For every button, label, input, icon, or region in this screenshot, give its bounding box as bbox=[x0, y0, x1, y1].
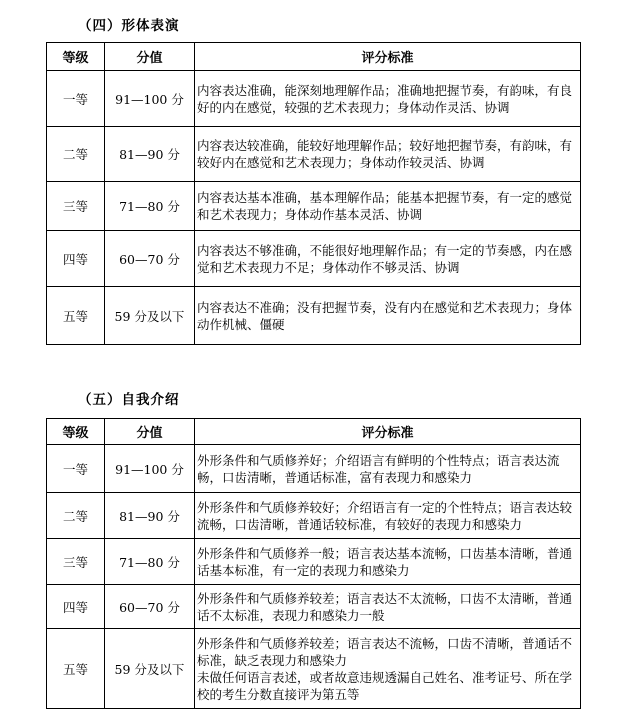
table-header-row bbox=[47, 419, 581, 445]
criteria-cell: 外形条件和气质修养好；介绍语言有鲜明的个性特点；语言表达流畅，口齿清晰，普通话标准，富有表现力和感染力 bbox=[195, 445, 581, 493]
table-row bbox=[47, 182, 581, 231]
criteria-text: 外形条件和气质修养较差；语言表达不流畅，口齿不清晰，普通话不标准，缺乏表现力和感染力 bbox=[197, 635, 573, 668]
score-cell: 81—90 分 bbox=[105, 127, 195, 182]
grade-cell: 四等 bbox=[47, 585, 105, 629]
table-row bbox=[47, 71, 581, 127]
header-grade: 等级 bbox=[47, 419, 105, 445]
header-score: 分值 bbox=[105, 419, 195, 445]
table-row bbox=[47, 539, 581, 585]
score-cell: 59 分及以下 bbox=[105, 287, 195, 345]
table-row bbox=[47, 585, 581, 629]
score-cell: 71—80 分 bbox=[105, 182, 195, 231]
grade-cell: 五等 bbox=[47, 287, 105, 345]
header-grade: 等级 bbox=[47, 43, 105, 71]
header-criteria: 评分标准 bbox=[195, 419, 581, 445]
table-row bbox=[47, 445, 581, 493]
criteria-cell: 外形条件和气质修养较好；介绍语言有一定的个性特点；语言表达较流畅，口齿清晰，普通话较标准，有较好的表现力和感染力 bbox=[195, 493, 581, 539]
grade-cell: 二等 bbox=[47, 127, 105, 182]
score-cell: 71—80 分 bbox=[105, 539, 195, 585]
score-cell: 91—100 分 bbox=[105, 71, 195, 127]
criteria-cell: 内容表达基本准确，基本理解作品；能基本把握节奏，有一定的感觉和艺术表现力；身体动作基本灵活、协调 bbox=[195, 182, 581, 231]
section5-title: （五）自我介绍 bbox=[78, 392, 180, 408]
table-row bbox=[47, 629, 581, 709]
criteria-cell: 外形条件和气质修养较差；语言表达不太流畅，口齿不太清晰，普通话不太标准，表现力和感染力一般 bbox=[195, 585, 581, 629]
score-cell: 60—70 分 bbox=[105, 585, 195, 629]
table-row bbox=[47, 287, 581, 345]
grade-cell: 二等 bbox=[47, 493, 105, 539]
criteria-cell bbox=[195, 629, 581, 709]
header-criteria: 评分标准 bbox=[195, 43, 581, 71]
table-row bbox=[47, 231, 581, 287]
score-cell: 91—100 分 bbox=[105, 445, 195, 493]
header-score: 分值 bbox=[105, 43, 195, 71]
table-header-row bbox=[47, 43, 581, 71]
table-row bbox=[47, 127, 581, 182]
section4-table bbox=[46, 42, 581, 345]
table-row bbox=[47, 493, 581, 539]
grade-cell: 四等 bbox=[47, 231, 105, 287]
section4-title: （四）形体表演 bbox=[78, 18, 180, 34]
grade-cell: 五等 bbox=[47, 629, 105, 709]
score-cell: 59 分及以下 bbox=[105, 629, 195, 709]
criteria-cell: 内容表达准确，能深刻地理解作品；准确地把握节奏，有韵味，有良好的内在感觉，较强的艺术表现力；身体动作灵活、协调 bbox=[195, 71, 581, 127]
grade-cell: 三等 bbox=[47, 539, 105, 585]
criteria-cell: 内容表达不准确；没有把握节奏，没有内在感觉和艺术表现力；身体动作机械、僵硬 bbox=[195, 287, 581, 345]
criteria-cell: 内容表达不够准确，不能很好地理解作品；有一定的节奏感，内在感觉和艺术表现力不足；身体动作不够灵活、协调 bbox=[195, 231, 581, 287]
grade-cell: 三等 bbox=[47, 182, 105, 231]
section5-table bbox=[46, 418, 581, 709]
grade-cell: 一等 bbox=[47, 71, 105, 127]
criteria-cell: 外形条件和气质修养一般；语言表达基本流畅，口齿基本清晰，普通话基本标准，有一定的表现力和感染力 bbox=[195, 539, 581, 585]
score-cell: 60—70 分 bbox=[105, 231, 195, 287]
criteria-cell: 内容表达较准确，能较好地理解作品；较好地把握节奏，有韵味，有较好内在感觉和艺术表现力；身体动作较灵活、协调 bbox=[195, 127, 581, 182]
score-cell: 81—90 分 bbox=[105, 493, 195, 539]
criteria-note: 未做任何语言表述，或者故意违规透漏自己姓名、准考证号、所在学校的考生分数直接评为第五等 bbox=[197, 669, 573, 702]
grade-cell: 一等 bbox=[47, 445, 105, 493]
